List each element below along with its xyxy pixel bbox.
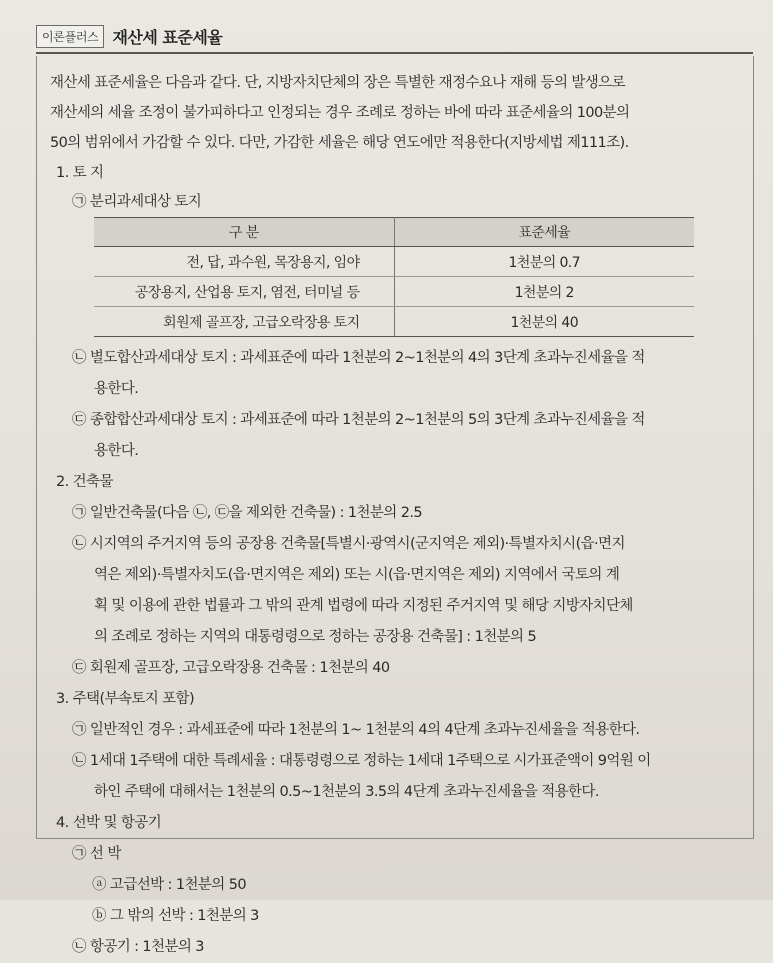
table-row bbox=[94, 247, 694, 277]
table-cell-category: 회원제 골프장, 고급오락장용 토지 bbox=[94, 307, 394, 337]
building-heading: 2. 건축물 bbox=[56, 474, 113, 490]
table-cell-rate: 1천분의 0.7 bbox=[394, 247, 694, 277]
building-sub3: ㉢ 회원제 골프장, 고급오락장용 건축물 : 1천분의 40 bbox=[72, 660, 390, 676]
table-row bbox=[94, 277, 694, 307]
land-sub3-line: 용한다. bbox=[94, 443, 139, 459]
content bbox=[50, 68, 740, 963]
table-cell-rate: 1천분의 2 bbox=[394, 277, 694, 307]
table-header-rate: 표준세율 bbox=[394, 218, 694, 247]
building-sub2-line: ㉡ 시지역의 주거지역 등의 공장용 건축물[특별시·광역시(군지역은 제외)·특별자치시(읍·면지 bbox=[72, 536, 625, 552]
intro-line: 재산세의 세율 조정이 불가피하다고 인정되는 경우 조례로 정하는 바에 따라 표준세율의 100분의 bbox=[50, 105, 630, 121]
table-cell-category: 공장용지, 산업용 토지, 염전, 터미널 등 bbox=[94, 277, 394, 307]
land-sub1: ㉠ 분리과세대상 토지 bbox=[72, 194, 202, 210]
theory-plus-badge: 이론플러스 bbox=[36, 25, 104, 48]
housing-sub2-line: 하인 주택에 대해서는 1천분의 0.5~1천분의 3.5의 4단계 초과누진세율을 적용한다. bbox=[94, 784, 599, 800]
land-heading: 1. 토 지 bbox=[56, 165, 104, 181]
building-sub2-line: 역은 제외)·특별자치도(읍·면지역은 제외) 또는 시(읍·면지역은 제외) 지역에서 국토의 계 bbox=[94, 567, 620, 583]
ships-item-a: ⓐ 고급선박 : 1천분의 50 bbox=[92, 877, 246, 893]
intro-paragraph bbox=[50, 68, 740, 158]
tax-rate-table bbox=[94, 217, 694, 337]
ships-sub2: ㉡ 항공기 : 1천분의 3 bbox=[72, 939, 204, 955]
ships-sub1: ㉠ 선 박 bbox=[72, 846, 121, 862]
land-sub2-line: 용한다. bbox=[94, 381, 139, 397]
table-cell-category: 전, 답, 과수원, 목장용지, 임야 bbox=[94, 247, 394, 277]
ships-item-b: ⓑ 그 밖의 선박 : 1천분의 3 bbox=[92, 908, 259, 924]
intro-line: 재산세 표준세율은 다음과 같다. 단, 지방자치단체의 장은 특별한 재정수요나 재해 등의 발생으로 bbox=[50, 75, 625, 91]
header-rule bbox=[36, 52, 753, 54]
land-sub3-line: ㉢ 종합합산과세대상 토지 : 과세표준에 따라 1천분의 2~1천분의 5의 3단계 초과누진세율을 적 bbox=[72, 412, 645, 428]
housing-sub2-line: ㉡ 1세대 1주택에 대한 특례세율 : 대통령령으로 정하는 1세대 1주택으로 시가표준액이 9억원 이 bbox=[72, 753, 651, 769]
housing-heading: 3. 주택(부속토지 포함) bbox=[56, 691, 195, 707]
section-header bbox=[36, 22, 222, 50]
building-sub1: ㉠ 일반건축물(다음 ㉡, ㉢을 제외한 건축물) : 1천분의 2.5 bbox=[72, 505, 422, 521]
intro-line: 50의 범위에서 가감할 수 있다. 다만, 가감한 세율은 해당 연도에만 적용한다(지방세법 제111조). bbox=[50, 135, 629, 151]
building-sub2-line: 의 조례로 정하는 지역의 대통령령으로 정하는 공장용 건축물] : 1천분의 5 bbox=[94, 629, 537, 645]
housing-sub1: ㉠ 일반적인 경우 : 과세표준에 따라 1천분의 1~ 1천분의 4의 4단계 초과누진세율을 적용한다. bbox=[72, 722, 640, 738]
table-row bbox=[94, 307, 694, 337]
table-cell-rate: 1천분의 40 bbox=[394, 307, 694, 337]
building-sub2-line: 획 및 이용에 관한 법률과 그 밖의 관계 법령에 따라 지정된 주거지역 및 해당 지방자치단체 bbox=[94, 598, 633, 614]
ships-heading: 4. 선박 및 항공기 bbox=[56, 815, 162, 831]
section-title: 재산세 표준세율 bbox=[112, 27, 223, 47]
land-sub2-line: ㉡ 별도합산과세대상 토지 : 과세표준에 따라 1천분의 2~1천분의 4의 3단계 초과누진세율을 적 bbox=[72, 350, 645, 366]
table-header-category: 구 분 bbox=[94, 218, 394, 247]
